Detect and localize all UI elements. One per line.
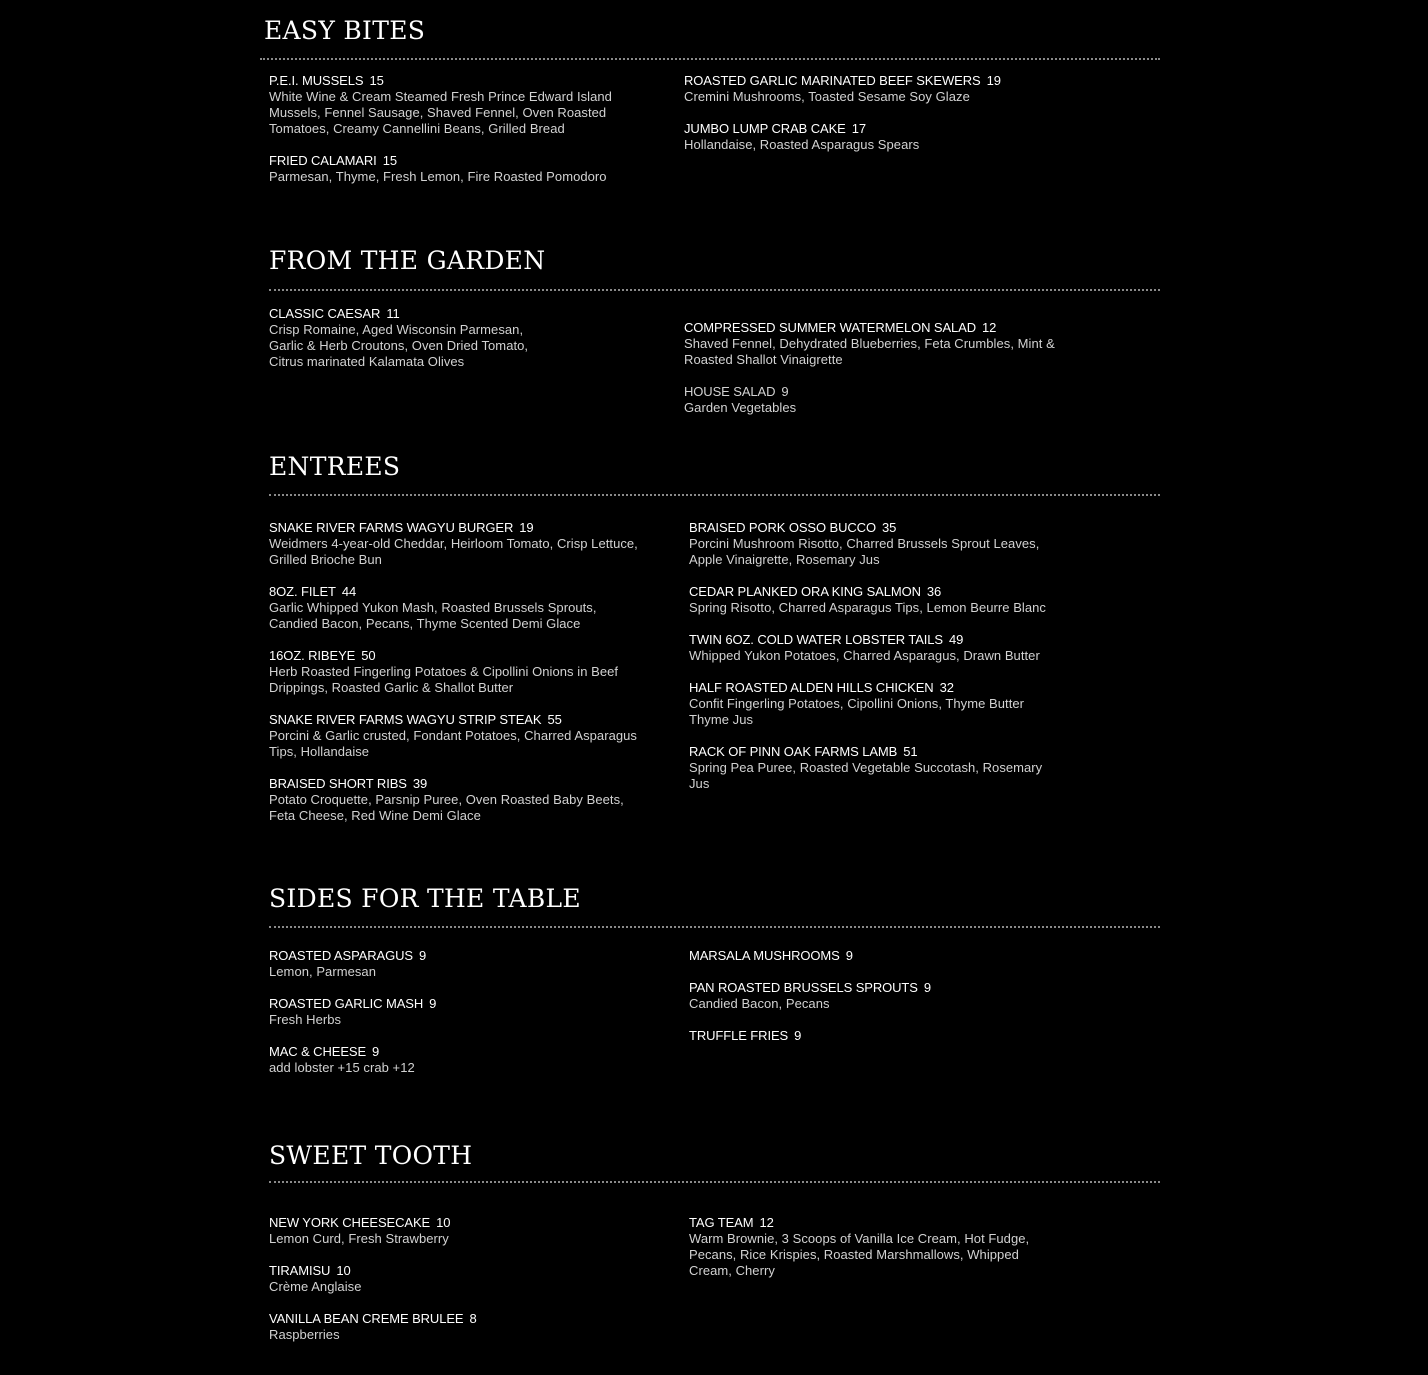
section-heading-sweet-tooth: SWEET TOOTH — [269, 1141, 473, 1170]
menu-item-price: 9 — [794, 1028, 802, 1043]
menu-item-price: 19 — [986, 73, 1001, 88]
menu-item-description: Lemon, Parmesan — [269, 964, 376, 979]
menu-item-title — [689, 680, 1089, 696]
menu-item-name: VANILLA BEAN CREME BRULEE — [269, 1311, 464, 1326]
menu-item — [269, 996, 669, 1028]
menu-item-name: BRAISED PORK OSSO BUCCO — [689, 520, 876, 535]
menu-item-name: CEDAR PLANKED ORA KING SALMON — [689, 584, 921, 599]
menu-item — [684, 121, 1084, 153]
menu-item-description: Porcini & Garlic crusted, Fondant Potatoes, Charred Asparagus Tips, Hollandaise — [269, 728, 637, 759]
menu-item-description: add lobster +15 crab +12 — [269, 1060, 415, 1075]
menu-item-price: 12 — [982, 320, 997, 335]
menu-item-description: Warm Brownie, 3 Scoops of Vanilla Ice Cream, Hot Fudge, Pecans, Rice Krispies, Roasted Marshmallows, Whipped Cream, Cherry — [689, 1231, 1030, 1278]
menu-item-name: FRIED CALAMARI — [269, 153, 377, 168]
menu-item — [269, 306, 669, 370]
menu-item-title — [689, 744, 1089, 760]
menu-item — [689, 948, 1089, 964]
menu-item-name: 8OZ. FILET — [269, 584, 336, 599]
menu-item-title — [689, 520, 1089, 536]
menu-item — [684, 73, 1084, 105]
menu-item-title — [269, 1311, 669, 1327]
menu-item-name: SNAKE RIVER FARMS WAGYU STRIP STEAK — [269, 712, 542, 727]
menu-item-price: 39 — [412, 776, 428, 791]
menu-item-name: JUMBO LUMP CRAB CAKE — [684, 121, 846, 136]
menu-item — [269, 712, 669, 760]
menu-item-price: 9 — [419, 948, 427, 963]
menu-item-name: CLASSIC CAESAR — [269, 306, 381, 321]
menu-item-title — [269, 712, 669, 728]
menu-item-title — [269, 948, 669, 964]
section-divider — [269, 1181, 1160, 1183]
menu-item-name: BRAISED SHORT RIBS — [269, 776, 407, 791]
menu-item-description: Candied Bacon, Pecans — [689, 996, 830, 1011]
menu-item-description: Whipped Yukon Potatoes, Charred Asparagus, Drawn Butter — [689, 648, 1040, 663]
menu-item-title — [689, 948, 1089, 964]
menu-item-price: 19 — [519, 520, 534, 535]
menu-item-price: 9 — [923, 980, 931, 995]
menu-item — [269, 73, 669, 137]
menu-item-name: P.E.I. MUSSELS — [269, 73, 364, 88]
menu-item — [684, 320, 1084, 368]
section-divider — [260, 58, 1160, 60]
menu-item-name: HOUSE SALAD — [684, 384, 776, 399]
section-divider — [269, 926, 1160, 928]
menu-item-description: Herb Roasted Fingerling Potatoes & Cipollini Onions in Beef Drippings, Roasted Garlic & Shallot Butter — [269, 664, 619, 695]
menu-item — [269, 776, 669, 824]
menu-item-title — [269, 648, 669, 664]
menu-item-description: Weidmers 4-year-old Cheddar, Heirloom Tomato, Crisp Lettuce, Grilled Brioche Bun — [269, 536, 638, 567]
menu-item — [269, 648, 669, 696]
menu-item-price: 11 — [386, 306, 400, 321]
menu-item-description: Porcini Mushroom Risotto, Charred Brussels Sprout Leaves, Apple Vinaigrette, Rosemary Jus — [689, 536, 1040, 567]
menu-item-title — [689, 1028, 1089, 1044]
menu-item — [269, 520, 669, 568]
menu-item-name: TIRAMISU — [269, 1263, 331, 1278]
menu-item-description: Garden Vegetables — [684, 400, 797, 415]
section-divider — [269, 494, 1160, 496]
menu-item-name: TAG TEAM — [689, 1215, 754, 1230]
menu-item — [269, 1263, 669, 1295]
menu-item-title — [684, 320, 1084, 336]
menu-item-description: Spring Risotto, Charred Asparagus Tips, Lemon Beurre Blanc — [689, 600, 1046, 615]
menu-item-description: Hollandaise, Roasted Asparagus Spears — [684, 137, 920, 152]
section-heading-from-the-garden: FROM THE GARDEN — [269, 246, 546, 275]
menu-item — [269, 1215, 669, 1247]
menu-item-name: MAC & CHEESE — [269, 1044, 367, 1059]
menu-item-price: 17 — [851, 121, 867, 136]
menu-item-title — [269, 306, 669, 322]
menu-item-price: 49 — [949, 632, 964, 647]
menu-item-description: Confit Fingerling Potatoes, Cipollini Onions, Thyme Butter Thyme Jus — [689, 696, 1025, 727]
menu-item-description: Raspberries — [269, 1327, 340, 1342]
menu-item — [689, 520, 1089, 568]
menu-item-description: Garlic Whipped Yukon Mash, Roasted Brussels Sprouts, Candied Bacon, Pecans, Thyme Scented Demi Glace — [269, 600, 597, 631]
menu-item-price: 9 — [372, 1044, 380, 1059]
menu-item — [269, 1311, 669, 1343]
menu-item-price: 55 — [547, 712, 562, 727]
menu-item-title — [269, 584, 669, 600]
menu-item-title — [684, 121, 1084, 137]
menu-item-name: ROASTED GARLIC MARINATED BEEF SKEWERS — [684, 73, 981, 88]
menu-item-price: 44 — [341, 584, 357, 599]
menu-item-price: 15 — [369, 73, 384, 88]
section-divider — [269, 289, 1160, 291]
menu-item-name: ROASTED ASPARAGUS — [269, 948, 413, 963]
menu-item-price: 51 — [903, 744, 918, 759]
menu-item-title — [269, 1215, 669, 1231]
menu-item-name: 16OZ. RIBEYE — [269, 648, 356, 663]
menu-item-title — [684, 384, 1084, 400]
menu-item — [689, 1028, 1089, 1044]
menu-item-price: 10 — [336, 1263, 351, 1278]
menu-item-description: Cremini Mushrooms, Toasted Sesame Soy Glaze — [684, 89, 970, 104]
menu-item-price: 50 — [361, 648, 376, 663]
menu-item-name: RACK OF PINN OAK FARMS LAMB — [689, 744, 898, 759]
menu-item-name: PAN ROASTED BRUSSELS SPROUTS — [689, 980, 918, 995]
menu-item-title — [689, 1215, 1089, 1231]
section-heading-sides: SIDES FOR THE TABLE — [269, 884, 581, 913]
menu-item-title — [269, 73, 669, 89]
menu-item-price: 35 — [881, 520, 897, 535]
menu-item-price: 36 — [926, 584, 942, 599]
menu-item — [689, 584, 1089, 616]
menu-item — [269, 153, 669, 185]
menu-item-description: Parmesan, Thyme, Fresh Lemon, Fire Roasted Pomodoro — [269, 169, 607, 184]
menu-item-name: COMPRESSED SUMMER WATERMELON SALAD — [684, 320, 977, 335]
menu-item-name: SNAKE RIVER FARMS WAGYU BURGER — [269, 520, 514, 535]
menu-item-name: HALF ROASTED ALDEN HILLS CHICKEN — [689, 680, 934, 695]
menu-item-name: ROASTED GARLIC MASH — [269, 996, 424, 1011]
menu-item — [269, 1044, 669, 1076]
menu-item-title — [269, 153, 669, 169]
menu-item-price: 32 — [939, 680, 954, 695]
menu-item-price: 8 — [469, 1311, 477, 1326]
menu-item-description: White Wine & Cream Steamed Fresh Prince Edward Island Mussels, Fennel Sausage, Shaved Fennel, Oven Roasted Tomatoes, Creamy Cannellini Beans, Grilled Bread — [269, 89, 612, 136]
section-heading-easy-bites: EASY BITES — [264, 16, 426, 45]
menu-item-title — [684, 73, 1084, 89]
menu-item-name: TWIN 6OZ. COLD WATER LOBSTER TAILS — [689, 632, 943, 647]
menu-item — [684, 384, 1084, 416]
menu-item-description: Lemon Curd, Fresh Strawberry — [269, 1231, 449, 1246]
menu-item-name: TRUFFLE FRIES — [689, 1028, 789, 1043]
menu-item-price: 15 — [382, 153, 397, 168]
menu-item-title — [269, 1044, 669, 1060]
menu-item — [269, 948, 669, 980]
menu-item-name: MARSALA MUSHROOMS — [689, 948, 840, 963]
menu-item-price: 9 — [781, 384, 789, 399]
menu-item — [689, 744, 1089, 792]
menu-item-title — [689, 980, 1089, 996]
menu-item-description: Potato Croquette, Parsnip Puree, Oven Roasted Baby Beets, Feta Cheese, Red Wine Demi Glace — [269, 792, 624, 823]
menu-item — [689, 1215, 1089, 1279]
menu-item-description: Crème Anglaise — [269, 1279, 362, 1294]
menu-item — [689, 632, 1089, 664]
menu-item-description: Shaved Fennel, Dehydrated Blueberries, Feta Crumbles, Mint & Roasted Shallot Vinaigrette — [684, 336, 1055, 367]
menu-item — [269, 584, 669, 632]
menu-item-description: Spring Pea Puree, Roasted Vegetable Succotash, Rosemary Jus — [689, 760, 1043, 791]
menu-item-price: 10 — [436, 1215, 451, 1230]
menu-item-title — [689, 584, 1089, 600]
menu-item-price: 9 — [845, 948, 853, 963]
menu-item-name: NEW YORK CHEESECAKE — [269, 1215, 431, 1230]
menu-item-title — [269, 776, 669, 792]
menu-item — [689, 980, 1089, 1012]
menu-item-price: 9 — [429, 996, 437, 1011]
menu-item-title — [269, 520, 669, 536]
menu-item-title — [689, 632, 1089, 648]
menu-item — [689, 680, 1089, 728]
menu-item-description: Crisp Romaine, Aged Wisconsin Parmesan, Garlic & Herb Croutons, Oven Dried Tomato, Citrus marinated Kalamata Olives — [269, 322, 529, 369]
menu-item-price: 12 — [759, 1215, 774, 1230]
menu-item-description: Fresh Herbs — [269, 1012, 342, 1027]
section-heading-entrees: ENTREES — [269, 452, 401, 481]
menu-item-title — [269, 996, 669, 1012]
menu-item-title — [269, 1263, 669, 1279]
